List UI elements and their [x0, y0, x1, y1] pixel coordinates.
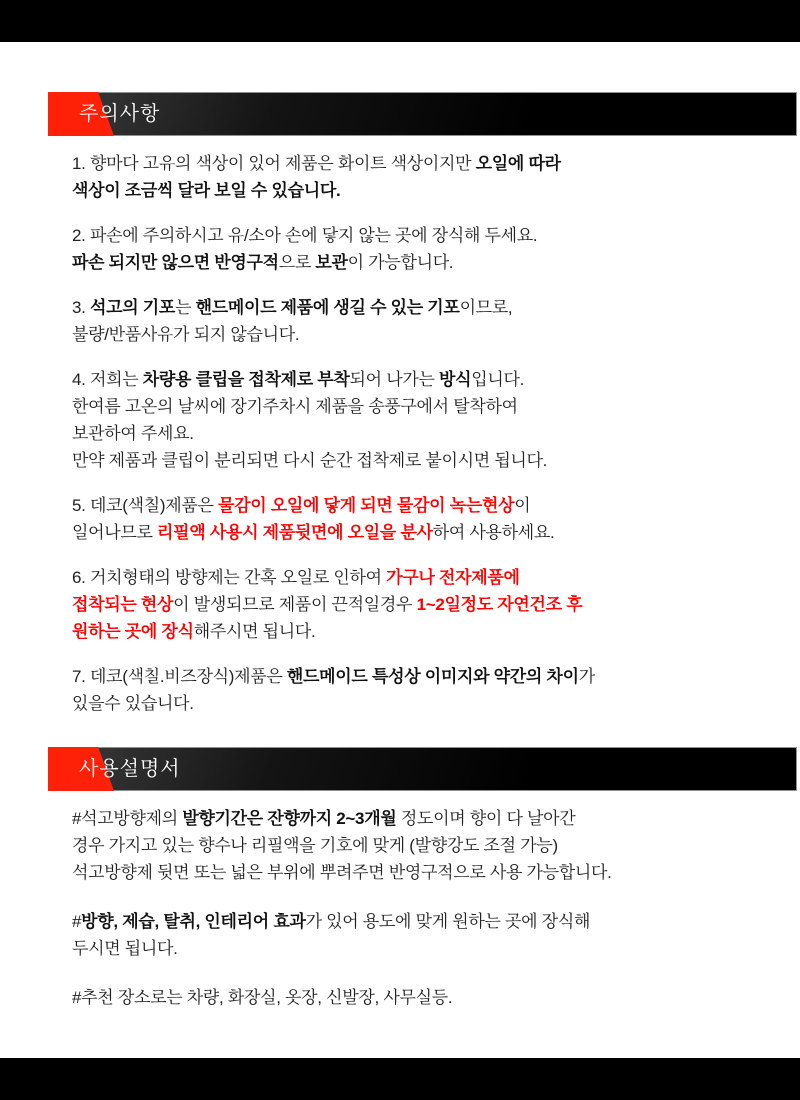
text-run: 보관 — [315, 253, 348, 272]
text-run: 파손 되지만 않으면 반영구적 — [72, 253, 279, 272]
text-run: #석고방향제의 — [72, 809, 183, 828]
paragraph — [72, 222, 760, 276]
text-run: 4. 저희는 — [72, 370, 143, 389]
text-run: 이 — [514, 496, 531, 515]
text-run: 핸드메이드 특성상 이미지와 약간의 차이 — [286, 667, 579, 686]
text-run: 불량/반품사유가 되지 않습니다. — [72, 325, 300, 344]
text-line — [72, 805, 760, 832]
paragraph — [72, 150, 760, 204]
text-line — [72, 222, 760, 249]
text-line — [72, 366, 760, 393]
paragraph — [72, 366, 760, 474]
text-line — [72, 591, 760, 618]
text-line — [72, 150, 760, 177]
text-run: #추천 장소로는 차량, 화장실, 옷장, 신발장, 사무실등. — [72, 988, 453, 1007]
text-line — [72, 663, 760, 690]
text-run: 차량용 클립을 접착제로 부착 — [142, 370, 350, 389]
text-line — [72, 420, 760, 447]
text-run: 리필액 사용시 제품뒷면에 오일을 분사 — [157, 523, 433, 542]
text-line — [72, 294, 760, 321]
text-run: 가 — [578, 667, 595, 686]
text-run: 경우 가지고 있는 향수나 리필액을 기호에 맞게 (발향강도 조절 가능) — [72, 836, 558, 855]
text-line — [72, 393, 760, 420]
precautions-header — [48, 92, 797, 136]
text-run: 한여름 고온의 날씨에 장기주차시 제품을 송풍구에서 탈착하여 — [72, 397, 518, 416]
text-run: 가 있어 용도에 맞게 원하는 곳에 장식해 — [305, 912, 591, 931]
text-run: 가구나 전자제품에 — [386, 568, 520, 587]
text-line — [72, 492, 760, 519]
text-line — [72, 935, 760, 962]
text-line — [72, 618, 760, 645]
top-divider-bar — [0, 0, 800, 42]
paragraph — [72, 663, 760, 717]
text-run: 이 가능합니다. — [347, 253, 454, 272]
text-line — [72, 249, 760, 276]
text-run: # — [72, 912, 82, 931]
text-run: 원하는 곳에 장식 — [72, 622, 194, 641]
text-run: 만약 제품과 클립이 분리되면 다시 순간 접착제로 붙이시면 됩니다. — [72, 451, 548, 470]
section-instructions — [0, 747, 800, 1011]
precautions-body — [0, 136, 800, 717]
text-run: 방향, 제습, 탈취, 인테리어 효과 — [81, 912, 306, 931]
text-run: 이므로, — [459, 298, 513, 317]
text-run: 석고의 기포 — [90, 298, 176, 317]
text-line — [72, 177, 760, 204]
text-run: 물감이 오일에 닿게 되면 물감이 녹는현상 — [218, 496, 515, 515]
text-run: 6. 거치형태의 방향제는 간혹 오일로 인하여 — [72, 568, 387, 587]
instructions-body — [0, 791, 800, 1011]
paragraph — [72, 492, 760, 546]
text-line — [72, 519, 760, 546]
text-run: 2. 파손에 주의하시고 유/소아 손에 닿지 않는 곳에 장식해 두세요. — [72, 226, 538, 245]
instructions-header — [48, 747, 797, 791]
text-run: 3. — [72, 298, 91, 317]
precautions-title: 주의사항 — [79, 103, 161, 125]
text-run: 정도이며 향이 다 날아간 — [396, 809, 576, 828]
text-run: 두시면 됩니다. — [72, 939, 178, 958]
text-run: 입니다. — [471, 370, 525, 389]
text-line — [72, 321, 760, 348]
text-line — [72, 564, 760, 591]
paragraph — [72, 805, 760, 886]
bottom-divider-bar — [0, 1058, 800, 1100]
text-run: 일어나므로 — [72, 523, 158, 542]
text-run: 오일에 따라 — [475, 154, 561, 173]
text-run: 발향기간은 잔향까지 2~3개월 — [182, 809, 397, 828]
text-line — [72, 832, 760, 859]
instructions-title: 사용설명서 — [79, 758, 181, 780]
text-run: 이 발생되므로 제품이 끈적일경우 — [173, 595, 417, 614]
text-run: 색상이 조금씩 달라 보일 수 있습니다. — [72, 181, 341, 200]
paragraph — [72, 908, 760, 962]
text-line — [72, 908, 760, 935]
text-run: 접착되는 현상 — [72, 595, 174, 614]
paragraph — [72, 564, 760, 645]
text-run: 해주시면 됩니다. — [193, 622, 316, 641]
text-run: 있을수 있습니다. — [72, 694, 194, 713]
text-line — [72, 690, 760, 717]
paragraph — [72, 294, 760, 348]
section-precautions — [0, 92, 800, 717]
text-line — [72, 984, 760, 1011]
text-line — [72, 859, 760, 886]
text-run: 7. 데코(색칠.비즈장식)제품은 — [72, 667, 287, 686]
text-run: 하여 사용하세요. — [432, 523, 555, 542]
text-run: 방식 — [439, 370, 472, 389]
paragraph — [72, 984, 760, 1011]
text-run: 되어 나가는 — [349, 370, 439, 389]
text-run: 1~2일정도 자연건조 후 — [416, 595, 583, 614]
text-run: 5. 데코(색칠)제품은 — [72, 496, 219, 515]
text-run: 1. 향마다 고유의 색상이 있어 제품은 화이트 색상이지만 — [72, 154, 476, 173]
text-run: 으로 — [278, 253, 316, 272]
text-line — [72, 447, 760, 474]
text-run: 핸드메이드 제품에 생길 수 있는 기포 — [195, 298, 460, 317]
text-run: 보관하여 주세요. — [72, 424, 194, 443]
text-run: 는 — [175, 298, 196, 317]
text-run: 석고방향제 뒷면 또는 넓은 부위에 뿌려주면 반영구적으로 사용 가능합니다. — [72, 863, 612, 882]
